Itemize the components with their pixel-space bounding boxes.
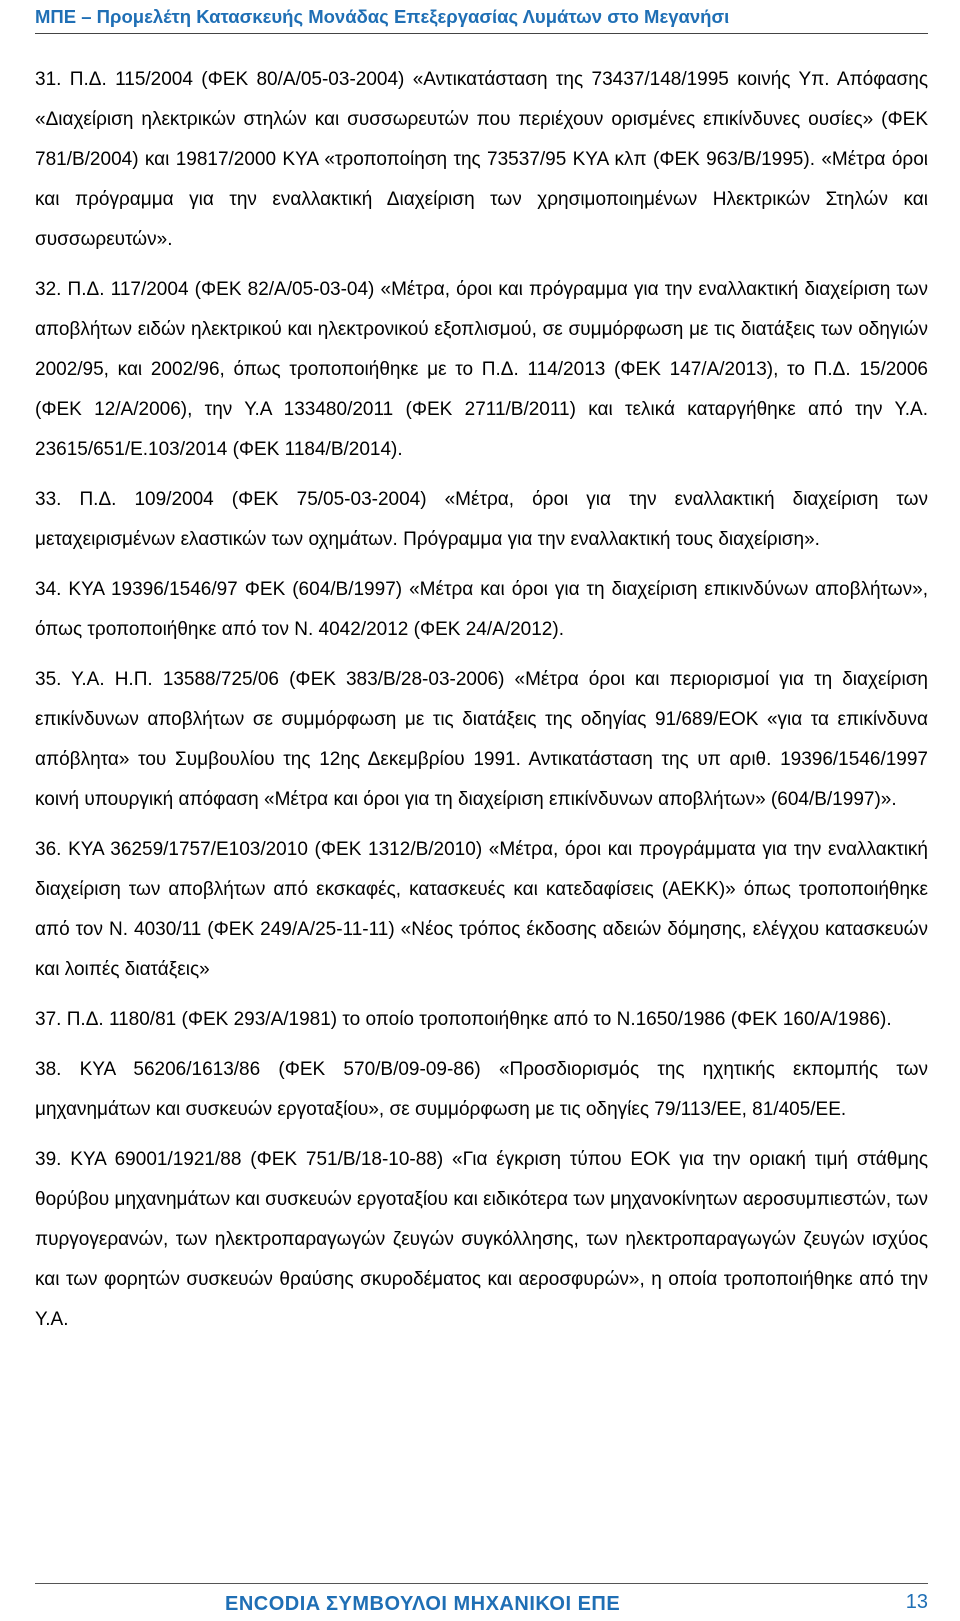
reference-36: 36. ΚΥΑ 36259/1757/Ε103/2010 (ΦΕΚ 1312/Β/2010) «Μέτρα, όροι και προγράμματα για την εναλλακτική διαχείριση των αποβλήτων από εκσκαφές, κατασκευές και κατεδαφίσεις (ΑΕΚΚ)» όπως τροποποιήθηκε από τον Ν. 4030/11 (ΦΕΚ 249/Α/25-11-11) «Νέος τρόπος έκδοσης αδειών δόμησης, ελέγχου κατασκευών και λοιπές διατάξεις» [35,839,928,980]
page-number: 13 [905,1591,928,1613]
references-list [35,60,928,1350]
footer-company: ENCODIA ΣΥΜΒΟΥΛΟΙ ΜΗΧΑΝΙΚΟΙ ΕΠΕ [225,1593,621,1615]
page-header-title: ΜΠΕ – Προμελέτη Κατασκευής Μονάδας Επεξεργασίας Λυμάτων στο Μεγανήσι [35,6,730,27]
reference-35: 35. Υ.Α. Η.Π. 13588/725/06 (ΦΕΚ 383/Β/28-03-2006) «Μέτρα όροι και περιορισμοί για τη διαχείριση επικίνδυνων αποβλήτων σε συμμόρφωση με τις διατάξεις της οδηγίας 91/689/ΕΟΚ «για τα επικίνδυνα απόβλητα» του Συμβουλίου της 12ης Δεκεμβρίου 1991. Αντικατάσταση της υπ αριθ. 19396/1546/1997 κοινή υπουργική απόφαση «Μέτρα και όροι για τη διαχείριση επικίνδυνων αποβλήτων» (604/Β/1997)». [35,669,928,810]
reference-37: 37. Π.Δ. 1180/81 (ΦΕΚ 293/Α/1981) το οποίο τροποποιήθηκε από το Ν.1650/1986 (ΦΕΚ 160/Α/1986). [35,1009,892,1030]
reference-31: 31. Π.Δ. 115/2004 (ΦΕΚ 80/Α/05-03-2004) «Αντικατάσταση της 73437/148/1995 κοινής Υπ. Απόφασης «Διαχείριση ηλεκτρικών στηλών και συσσωρευτών που περιέχουν ορισμένες επικίνδυνες ουσίες» (ΦΕΚ 781/Β/2004) και 19817/2000 ΚΥΑ «τροποποίηση της 73537/95 ΚΥΑ κλπ (ΦΕΚ 963/Β/1995). «Μέτρα όροι και πρόγραμμα για την εναλλακτική Διαχείριση των χρησιμοποιημένων Ηλεκτρικών Στηλών και συσσωρευτών». [35,69,928,250]
reference-34: 34. ΚΥΑ 19396/1546/97 ΦΕΚ (604/Β/1997) «Μέτρα και όροι για τη διαχείριση επικινδύνων αποβλήτων», όπως τροποποιήθηκε από τον Ν. 4042/2012 (ΦΕΚ 24/Α/2012). [35,579,928,640]
reference-33: 33. Π.Δ. 109/2004 (ΦΕΚ 75/05-03-2004) «Μέτρα, όροι για την εναλλακτική διαχείριση των μεταχειρισμένων ελαστικών των οχημάτων. Πρόγραμμα για την εναλλακτική τους διαχείριση». [35,489,928,550]
reference-38: 38. ΚΥΑ 56206/1613/86 (ΦΕΚ 570/Β/09-09-86) «Προσδιορισμός της ηχητικής εκπομπής των μηχανημάτων και συσκευών εργοταξίου», σε συμμόρφωση με τις οδηγίες 79/113/ΕΕ, 81/405/ΕΕ. [35,1059,928,1120]
reference-32: 32. Π.Δ. 117/2004 (ΦΕΚ 82/Α/05-03-04) «Μέτρα, όροι και πρόγραμμα για την εναλλακτική διαχείριση των αποβλήτων ειδών ηλεκτρικού και ηλεκτρονικού εξοπλισμού, σε συμμόρφωση με τις διατάξεις των οδηγιών 2002/95, και 2002/96, όπως τροποποιήθηκε με το Π.Δ. 114/2013 (ΦΕΚ 147/Α/2013), το Π.Δ. 15/2006 (ΦΕΚ 12/Α/2006), την Υ.Α 133480/2011 (ΦΕΚ 2711/Β/2011) και τελικά καταργήθηκε από την Υ.Α. 23615/651/Ε.103/2014 (ΦΕΚ 1184/Β/2014). [35,279,928,460]
header-divider [35,33,928,34]
footer-divider [35,1583,928,1584]
reference-39: 39. ΚΥΑ 69001/1921/88 (ΦΕΚ 751/Β/18-10-88) «Για έγκριση τύπου ΕΟΚ για την οριακή τιμή στάθμης θορύβου μηχανημάτων και συσκευών εργοταξίου και ειδικότερα των μηχανοκίνητων αεροσυμπιεστών, των πυργογερανών, των ηλεκτροπαραγωγών ζευγών συγκόλλησης, των ηλεκτροπαραγωγών ζευγών ισχύος και των φορητών συσκευών θραύσης σκυροδέματος και αεροσφυρών», η οποία τροποποιήθηκε από την Υ.Α. [35,1149,928,1330]
